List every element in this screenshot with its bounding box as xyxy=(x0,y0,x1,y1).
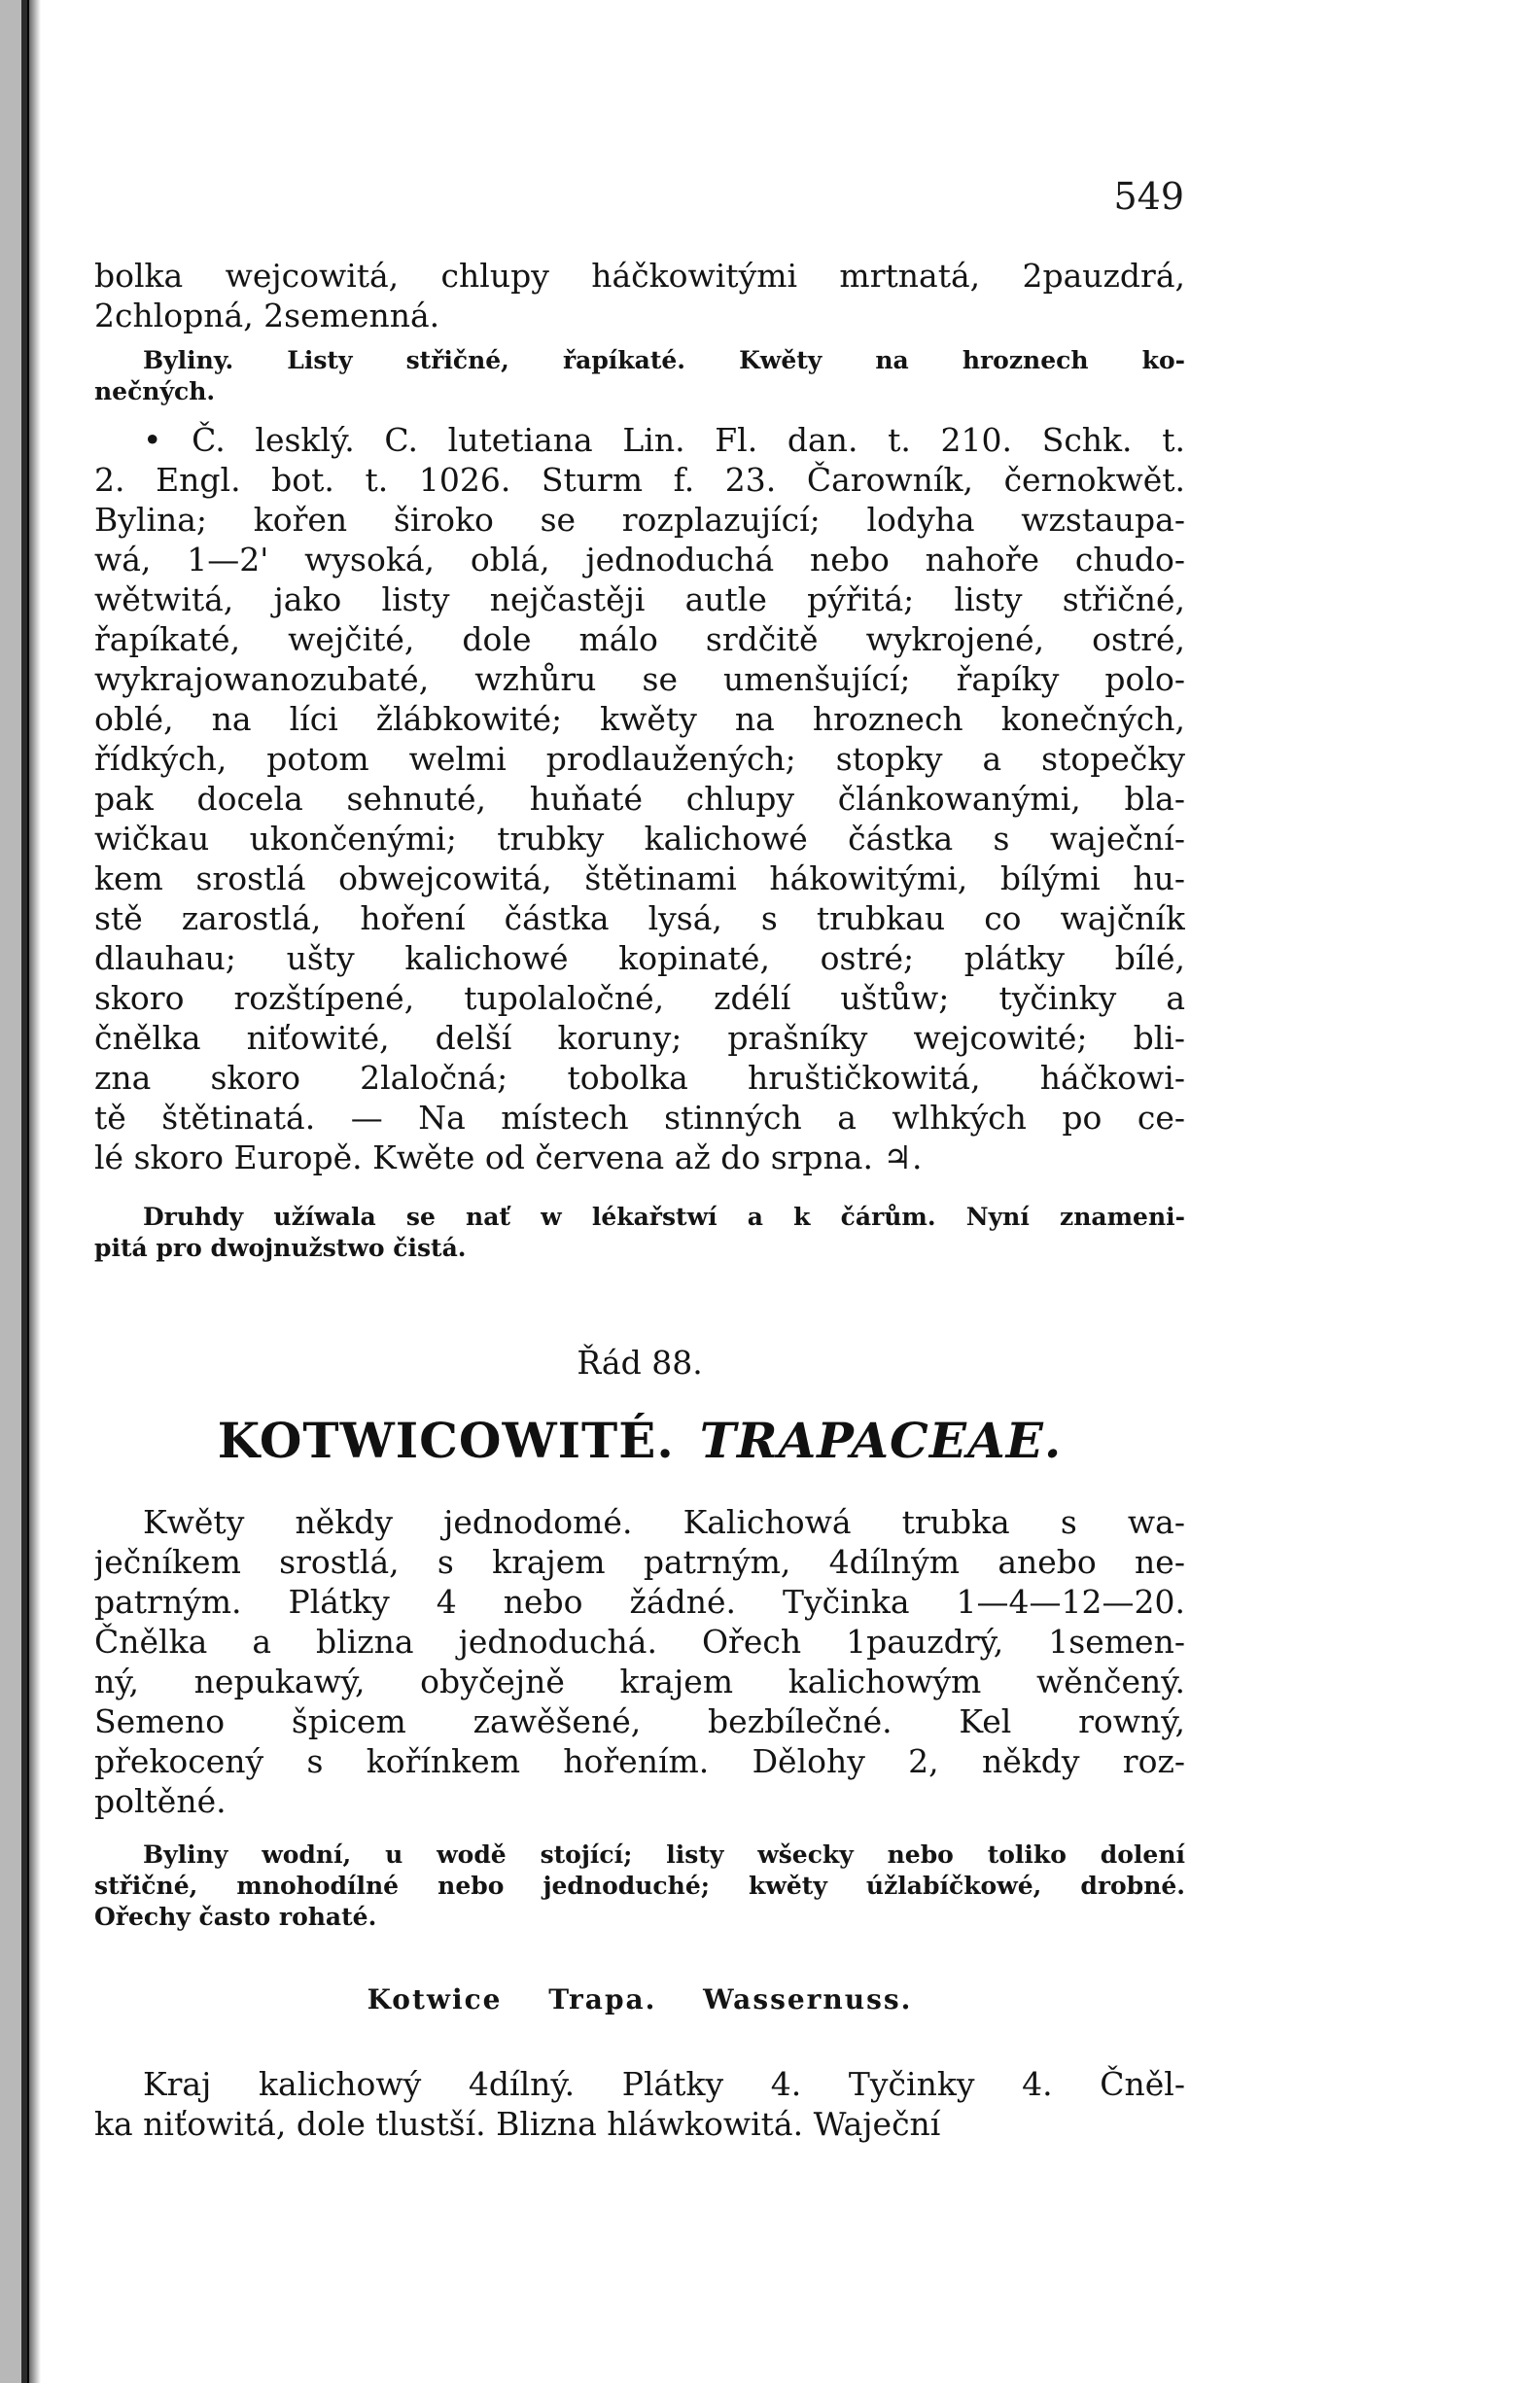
text-line: bolka wejcowitá, chlupy háčkowitými mrtnatá, 2pauzdrá, xyxy=(94,257,1185,295)
text-line: wá, 1—2' wysoká, oblá, jednoduchá nebo nahoře chudo- xyxy=(94,541,1185,578)
text-line: wičkau ukončenými; trubky kalichowé částka s waječní- xyxy=(94,820,1185,858)
text-line: překocený s kořínkem hořením. Dělohy 2, někdy roz- xyxy=(94,1742,1185,1780)
genus-heading xyxy=(94,1983,1185,2015)
text-line: pak docela sehnuté, huňaté chlupy článkowanými, bla- xyxy=(94,780,1185,818)
text-line: ječníkem srostlá, s krajem patrným, 4dílným anebo ne- xyxy=(94,1543,1185,1581)
scan-gutter xyxy=(21,0,27,2383)
species-description xyxy=(94,420,1185,1177)
genus-description xyxy=(94,2064,1185,2144)
genus-latin-name: Trapa. xyxy=(548,1983,657,2015)
text-line: Semeno špicem zawěšené, bezbílečné. Kel rowný, xyxy=(94,1702,1185,1740)
scan-left-edge xyxy=(0,0,21,2383)
note-text-3 xyxy=(94,1840,1185,1933)
note-line: Byliny. Listy střičné, řapíkaté. Kwěty na hroznech ko- xyxy=(143,346,1185,374)
family-heading xyxy=(94,1412,1185,1469)
note-line: pitá pro dwojnužstwo čistá. xyxy=(94,1234,467,1262)
text-line: wětwitá, jako listy nejčastěji autle pýřitá; listy střičné, xyxy=(94,580,1185,618)
text-line: tě štětinatá. — Na místech stinných a wlhkých po ce- xyxy=(94,1099,1185,1137)
note-line: střičné, mnohodílné nebo jednoduché; kwěty úžlabíčkowé, drobné. xyxy=(94,1872,1185,1900)
note-line: Ořechy často rohaté. xyxy=(94,1903,377,1931)
note-line: Byliny wodní, u wodě stojící; listy wšecky nebo toliko dolení xyxy=(143,1840,1185,1869)
text-line: Bylina; kořen široko se rozplazující; lodyha wzstaupa- xyxy=(94,501,1185,539)
family-latin-name: TRAPACEAE. xyxy=(699,1412,1063,1469)
family-name: KOTWICOWITÉ. xyxy=(217,1412,675,1469)
order-heading: Řád 88. xyxy=(577,1344,703,1382)
text-line: 2chlopná, 2semenná. xyxy=(94,297,440,334)
text-line: oblé, na líci žlábkowité; kwěty na hroznech konečných, xyxy=(94,700,1185,738)
text-line: skoro rozštípené, tupolaločné, zdélí uštůw; tyčinky a xyxy=(94,979,1185,1017)
text-line: řapíkaté, wejčité, dole málo srdčitě wykrojené, ostré, xyxy=(94,620,1185,658)
text-line: Kwěty někdy jednodomé. Kalichowá trubka s wa- xyxy=(143,1503,1185,1541)
text-line: čnělka niťowité, delší koruny; prašníky wejcowité; bli- xyxy=(94,1019,1185,1057)
intro-text xyxy=(94,256,1185,335)
genus-german-name: Wassernuss. xyxy=(703,1983,913,2015)
text-line: 2. Engl. bot. t. 1026. Sturm f. 23. Čarowník, černokwět. xyxy=(94,461,1185,499)
note-line: nečných. xyxy=(94,377,216,405)
text-line: zna skoro 2laločná; tobolka hruštičkowitá, háčkowi- xyxy=(94,1059,1185,1097)
genus-czech-name: Kotwice xyxy=(367,1983,503,2015)
page-shadow xyxy=(29,0,41,2383)
note-text-2 xyxy=(94,1202,1185,1264)
note-line: Druhdy užíwala se nať w lékařstwí a k čárům. Nyní znameni- xyxy=(143,1203,1185,1231)
text-line: ka niťowitá, dole tlustší. Blizna hláwkowitá. Waječní xyxy=(94,2105,941,2143)
text-line: poltěné. xyxy=(94,1782,227,1820)
text-line: stě zarostlá, hoření částka lysá, s trubkau co wajčník xyxy=(94,899,1185,937)
text-line: Čnělka a blizna jednoduchá. Ořech 1pauzdrý, 1semen- xyxy=(94,1623,1185,1661)
text-line: • Č. lesklý. C. lutetiana Lin. Fl. dan. t. 210. Schk. t. xyxy=(143,421,1185,459)
text-line: Kraj kalichowý 4dílný. Plátky 4. Tyčinky 4. Čněl- xyxy=(143,2065,1185,2103)
text-line: patrným. Plátky 4 nebo žádné. Tyčinka 1—4—12—20. xyxy=(94,1583,1185,1621)
family-description xyxy=(94,1502,1185,1821)
text-line: lé skoro Europě. Kwěte od červena až do srpna. ♃. xyxy=(94,1139,923,1176)
page-number: 549 xyxy=(1113,175,1184,218)
text-line: řídkých, potom welmi prodlaužených; stopky a stopečky xyxy=(94,740,1185,778)
text-line: ný, nepukawý, obyčejně krajem kalichowým wěnčený. xyxy=(94,1663,1185,1700)
text-line: kem srostlá obwejcowitá, štětinami hákowitými, bílými hu- xyxy=(94,859,1185,897)
text-line: wykrajowanozubaté, wzhůru se umenšující; řapíky polo- xyxy=(94,660,1185,698)
text-line: dlauhau; ušty kalichowé kopinaté, ostré; plátky bílé, xyxy=(94,939,1185,977)
note-text-1 xyxy=(94,345,1185,407)
